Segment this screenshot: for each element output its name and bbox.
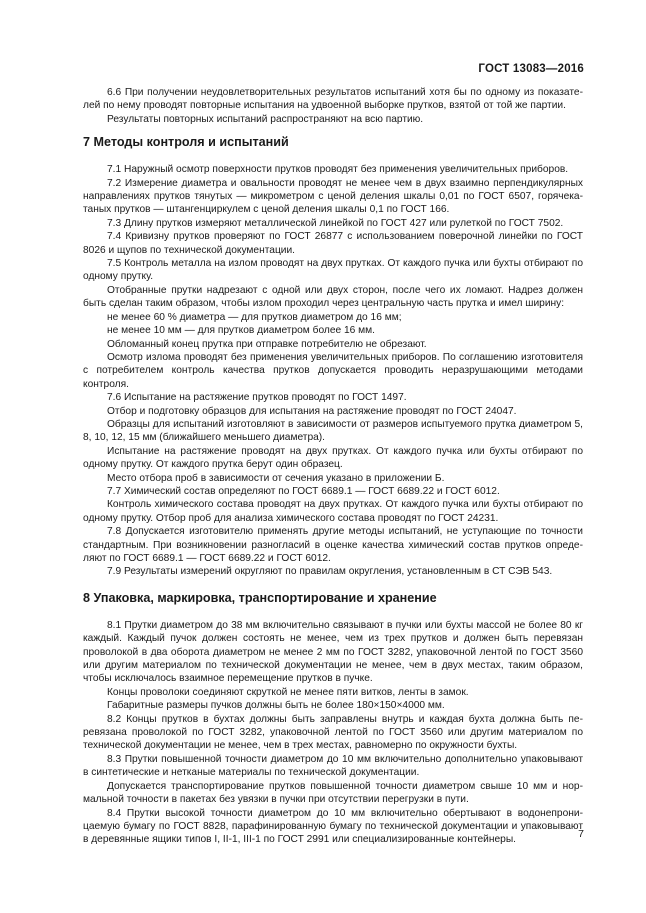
paragraph: 7.9 Результаты измерений округляют по правилам округления, установленным в СТ СЭВ 543. <box>107 566 553 578</box>
paragraph: Испытание на растяжение проводят на двух прутках. От каждого пучка или бухты отбирают по одному прутку. От каждого прутка берут один образец. <box>83 445 583 471</box>
paragraph: 7.8 Допускается изготовителю применять другие методы испытаний, не уступающие по точности стандартным. При возникновении разногласий в оценке качества химический состав прутков определяют по ГОСТ 6689.1 — ГОСТ 6689.22 и ГОСТ 6012. <box>83 526 583 564</box>
paragraph: Габаритные размеры пучков должны быть не более 180×150×4000 мм. <box>107 700 445 712</box>
paragraph: 8.1 Прутки диаметром до 38 мм включительно связывают в пучки или бухты массой не более 80 кг каждый. Каждый пучок должен состоять не менее, чем из трех прутков и должен быть перевязан проволокой в два оборота диаметром не менее 2 мм по ГОСТ 3282, упаковочной лентой по ГОСТ 3560 или другим материалом по технической документации не менее, чем в двух местах, таким образом, чтобы исключалось взаимное перемещение прутков в пучке. <box>83 619 583 685</box>
paragraph: 7.2 Измерение диаметра и овальности проводят не менее чем в двух взаимно перпендикулярных направлениях прутков тянутых — микрометром с ценой деления шкалы 0,01 по ГОСТ 6507, горячекатаных прутков — штангенциркулем с ценой деления шкалы 0,1 по ГОСТ 166. <box>83 177 583 216</box>
paragraph: Концы проволоки соединяют скруткой не менее пяти витков, ленты в замок. <box>107 686 469 698</box>
paragraph: Место отбора проб в зависимости от сечения указано в приложении Б. <box>107 472 445 484</box>
paragraph: Обломанный конец прутка при отправке потребителю не обрезают. <box>107 338 427 350</box>
paragraph: 7.3 Длину прутков измеряют металлической линейкой по ГОСТ 427 или рулеткой по ГОСТ 7502. <box>107 217 564 229</box>
paragraph: Отбор и подготовку образцов для испытания на растяжение проводят по ГОСТ 24047. <box>107 405 517 417</box>
paragraph: 7.4 Кривизну прутков проверяют по ГОСТ 26877 с использованием поверочной линейки по ГОСТ 8026 и щупов по технической документации. <box>83 231 583 256</box>
paragraph: 8.2 Концы прутков в бухтах должны быть заправлены внутрь и каждая бухта должна быть перевязана проволокой по ГОСТ 3282, упаковочной лентой по ГОСТ 3560 или другим материалом по технической документации не менее, чем в трех местах, равномерно по окружности бухты. <box>83 713 583 752</box>
paragraph: Результаты повторных испытаний распространяют на всю партию. <box>107 113 424 125</box>
document-body <box>83 86 583 847</box>
document-header: ГОСТ 13083—2016 <box>478 63 584 75</box>
paragraph: Отобранные прутки надрезают с одной или двух сторон, после чего их ломают. Надрез должен быть сделан таким образом, чтобы излом проходил через центральную часть прутка и имел ширину: <box>83 284 583 310</box>
paragraph: не менее 60 % диаметра — для прутков диаметром до 16 мм; <box>107 311 402 323</box>
page-number: 7 <box>578 828 584 840</box>
paragraph: Контроль химического состава проводят на двух прутках. От каждого пучка или бухты отбирают по одному прутку. Отбор проб для анализа химического состава проводят по ГОСТ 24231. <box>83 499 583 524</box>
paragraph: Осмотр излома проводят без применения увеличительных приборов. По соглашению изготовителя с потребителем контроль качества прутков допускается проводить неразрушающими методами контроля. <box>83 351 583 390</box>
paragraph: 7.1 Наружный осмотр поверхности прутков проводят без применения увеличительных приборов. <box>107 164 569 176</box>
paragraph: 7.6 Испытание на растяжение прутков проводят по ГОСТ 1497. <box>107 392 407 404</box>
paragraph: 6.6 При получении неудовлетворительных результатов испытаний хотя бы по одному из показателей по нему проводят повторные испытания на удвоенной выборке прутков, взятой от той же партии. <box>83 87 583 112</box>
paragraph: 7.7 Химический состав определяют по ГОСТ 6689.1 — ГОСТ 6689.22 и ГОСТ 6012. <box>107 485 500 497</box>
paragraph: 8.4 Прутки высокой точности диаметром до 10 мм включительно обертывают в водонепроницаемую бумагу по ГОСТ 8828, парафинированную бумагу по технической документации и упаковывают в деревянные ящики типов I, II-1, III-1 по ГОСТ 2991 или специализированные контейнеры. <box>83 807 583 846</box>
paragraph: 8.3 Прутки повышенной точности диаметром до 10 мм включительно дополнительно упаковывают в синтетические и нетканые материалы по технической документации. <box>83 753 583 779</box>
paragraph: не менее 10 мм — для прутков диаметром более 16 мм. <box>107 325 375 337</box>
paragraph: Образцы для испытаний изготовляют в зависимости от размеров испытуемого прутка диаметром 5, 8, 10, 12, 15 мм (ближайшего меньшего диаметра). <box>83 418 583 444</box>
section-heading-8: 8 Упаковка, маркировка, транспортирование и хранение <box>83 590 437 605</box>
section-8-body <box>83 619 583 847</box>
paragraph: 7.5 Контроль металла на излом проводят на двух прутках. От каждого пучка или бухты отбирают по одному прутку. <box>83 258 583 283</box>
section-heading-7: 7 Методы контроля и испытаний <box>83 135 289 150</box>
section-7-body <box>83 163 583 579</box>
paragraph: Допускается транспортирование прутков повышенной точности диаметром свыше 10 мм и нормальной точности в пакетах без увязки в пучки при отсутствии перегрузки в пути. <box>83 780 583 806</box>
